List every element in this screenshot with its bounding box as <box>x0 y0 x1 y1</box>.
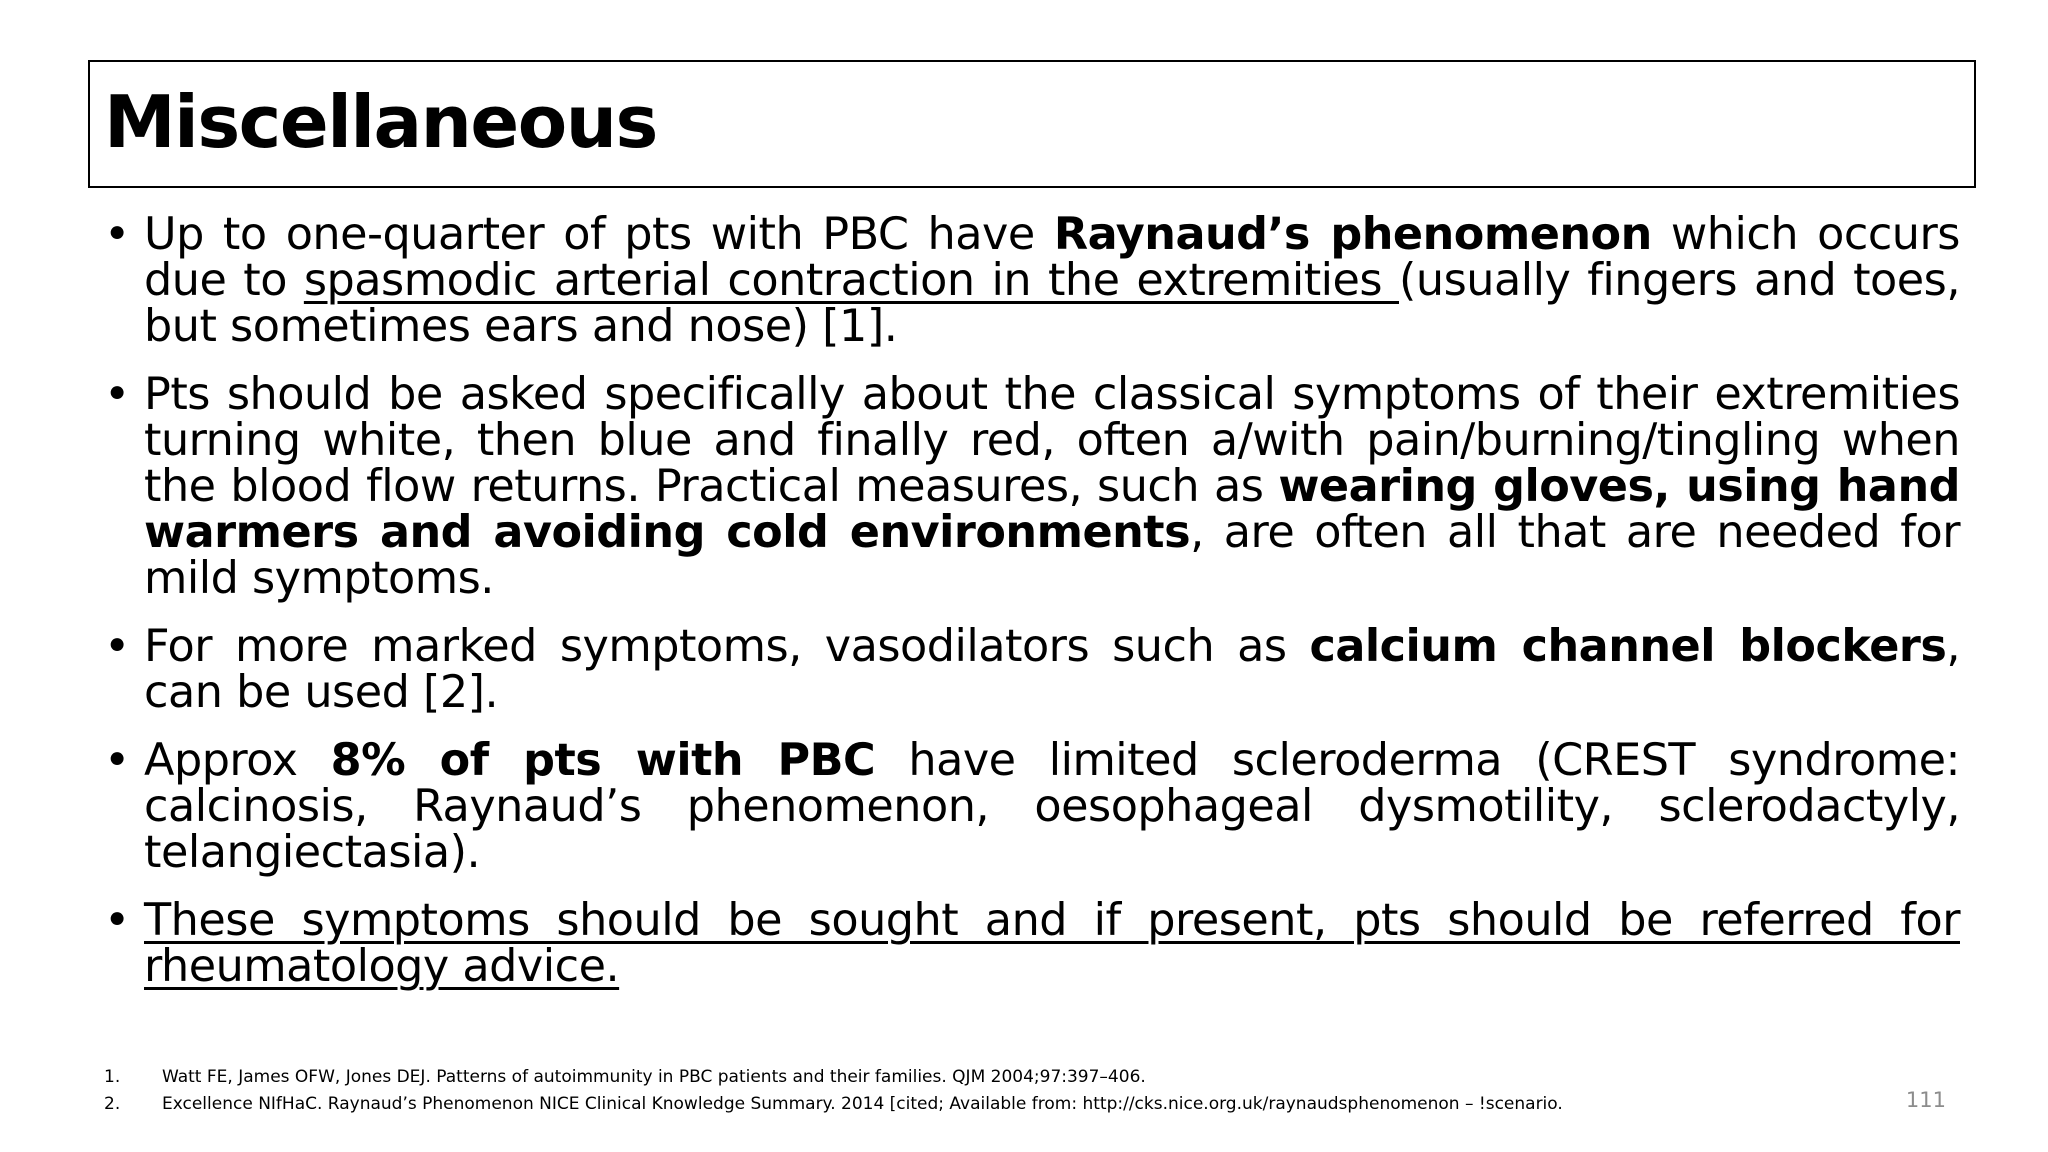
reference-list <box>104 1064 1664 1118</box>
bullet-text: Approx <box>144 735 331 786</box>
bullet-text-bold: wearing gloves, using hand warmers and avoiding cold environments <box>144 461 1960 558</box>
bullet-list <box>104 209 1961 1012</box>
bullet-referral-advice <box>104 895 1960 992</box>
bullet-text: For more marked symptoms, vasodilators such as <box>144 621 1310 672</box>
reference-number: 2. <box>104 1094 121 1114</box>
bullet-text-bold: calcium channel blockers <box>1309 621 1947 672</box>
bullet-text: (usually fingers and toes, but sometimes ears and nose) [1]. <box>144 255 1960 352</box>
bullet-text-underlined: These symptoms should be sought and if present, pts should be referred for rheumatology advice. <box>144 895 1960 992</box>
reference-text: Excellence NIfHaC. Raynaud’s Phenomenon NICE Clinical Knowledge Summary. 2014 [cited; Available from: http://cks.nice.org.uk/raynaudsphenomenon – !scenario. <box>162 1094 1563 1114</box>
bullet-text: , are often all that are needed for mild symptoms. <box>144 507 1960 604</box>
bullet-crest-syndrome <box>104 735 1961 878</box>
slide-title: Miscellaneous <box>104 80 657 164</box>
bullet-text: have limited scleroderma (CREST syndrome: calcinosis, Raynaud’s phenomenon, oesophageal dysmotility, sclerodactyly, telangiectasia). <box>144 735 1961 878</box>
reference-text: Watt FE, James OFW, Jones DEJ. Patterns of autoimmunity in PBC patients and their families. QJM 2004;97:397–406. <box>162 1067 1146 1087</box>
bullet-text-underlined: spasmodic arterial contraction in the extremities <box>303 255 1399 306</box>
bullet-text: Up to one-quarter of pts with PBC have <box>144 209 1054 260</box>
bullet-text: Pts should be asked specifically about the classical symptoms of their extremities turning white, then blue and finally red, often a/with pain/burning/tingling when the blood flow returns. Practical measures, such as <box>144 369 1960 512</box>
page-number: 111 <box>1905 1088 1946 1112</box>
bullet-text: , can be used [2]. <box>144 621 1961 718</box>
reference-item <box>104 1091 1664 1118</box>
bullet-text-bold: 8% of pts with PBC <box>330 735 876 786</box>
bullet-symptoms-and-measures <box>104 369 1960 604</box>
bullet-text-bold: Raynaud’s phenomenon <box>1053 209 1652 260</box>
bullet-raynauds-prevalence <box>104 209 1960 352</box>
bullet-text: which occurs due to <box>144 209 1960 306</box>
reference-item <box>104 1064 1664 1091</box>
title-box <box>88 60 1976 188</box>
bullet-vasodilators <box>104 621 1961 718</box>
reference-number: 1. <box>104 1067 121 1087</box>
